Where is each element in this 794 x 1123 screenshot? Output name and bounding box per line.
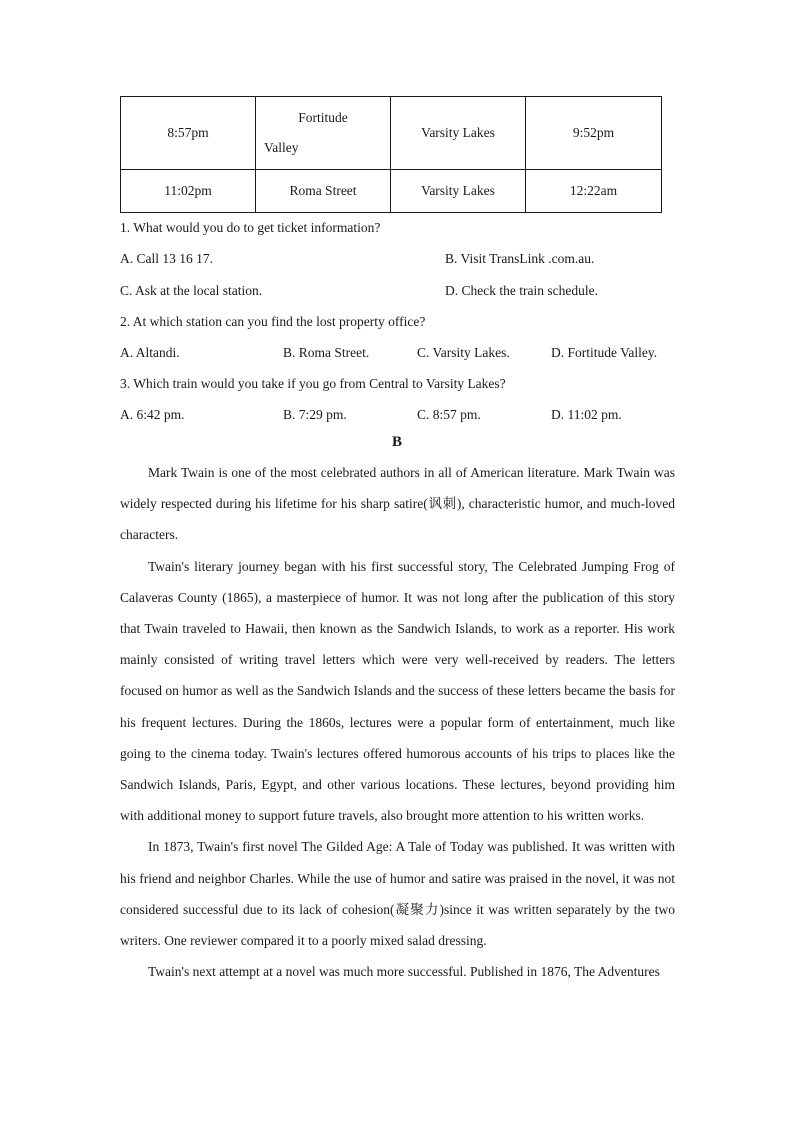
question-2-option-c: C. Varsity Lakes.	[417, 345, 510, 360]
question-3-option-d: D. 11:02 pm.	[551, 407, 622, 422]
arrival-time-cell: 12:22am	[526, 170, 662, 213]
question-3-option-b: B. 7:29 pm.	[283, 407, 347, 422]
passage-paragraph-4: Twain's next attempt at a novel was much more successful. Published in 1876, The Adventures	[148, 964, 660, 980]
question-1-option-b: B. Visit TransLink .com.au.	[445, 251, 595, 266]
question-2-stem: 2. At which station can you find the lost property office?	[120, 314, 426, 329]
station-line-1: Fortitude	[298, 110, 348, 125]
arrival-time-cell: 9:52pm	[526, 97, 662, 170]
question-2-option-b: B. Roma Street.	[283, 345, 370, 360]
question-3-option-c: C. 8:57 pm.	[417, 407, 481, 422]
passage-paragraph-2: Twain's literary journey began with his first successful story, The Celebrated Jumping Frog of Calaveras County (1865), a masterpiece of humor. It was not long after the publication of this story that Twain traveled to Hawaii, then known as the Sandwich Islands, to work as a reporter. His work mainly consisted of writing travel letters which were very well-received by readers. The letters focused on humor as well as the Sandwich Islands and the success of these letters became the basis for his frequent lectures. During the 1860s, lectures were a popular form of entertainment, much like going to the cinema today. Twain's lectures offered humorous accounts of his trips to places like the Sandwich Islands, Paris, Egypt, and other various locations. These lectures, beyond providing him with additional money to support future travels, also brought more attention to his written works.	[120, 558, 675, 824]
question-2-option-a: A. Altandi.	[120, 345, 180, 360]
question-1-option-d: D. Check the train schedule.	[445, 283, 598, 298]
question-2-option-d: D. Fortitude Valley.	[551, 345, 658, 360]
table-row	[121, 97, 662, 170]
passage-paragraph-3: In 1873, Twain's first novel The Gilded Age: A Tale of Today was published. It was written with his friend and neighbor Charles. While the use of humor and satire was praised in the novel, it was not considered successful due to its lack of cohesion(凝聚力)since it was written separately by the two writers. One reviewer compared it to a poorly mixed salad dressing.	[120, 839, 675, 949]
to-station-cell: Varsity Lakes	[391, 97, 526, 170]
question-3-option-a: A. 6:42 pm.	[120, 407, 185, 422]
table-row	[121, 170, 662, 213]
question-1-option-a: A. Call 13 16 17.	[120, 251, 213, 266]
from-station-cell	[256, 97, 391, 170]
question-1-option-c: C. Ask at the local station.	[120, 283, 263, 298]
passage-paragraph-1: Mark Twain is one of the most celebrated authors in all of American literature. Mark Twain was widely respected during his lifetime for his sharp satire(讽刺), characteristic humor, and much-loved characters.	[120, 465, 675, 543]
to-station-cell: Varsity Lakes	[391, 170, 526, 213]
question-1-stem: 1. What would you do to get ticket information?	[120, 220, 381, 235]
from-station-cell: Roma Street	[256, 170, 391, 213]
train-timetable	[120, 96, 662, 213]
departure-time-cell: 11:02pm	[121, 170, 256, 213]
reading-passage	[120, 457, 675, 987]
departure-time-cell: 8:57pm	[121, 97, 256, 170]
station-line-2: Valley	[264, 140, 299, 155]
section-title: B	[391, 434, 402, 450]
question-3-stem: 3. Which train would you take if you go from Central to Varsity Lakes?	[120, 376, 506, 391]
